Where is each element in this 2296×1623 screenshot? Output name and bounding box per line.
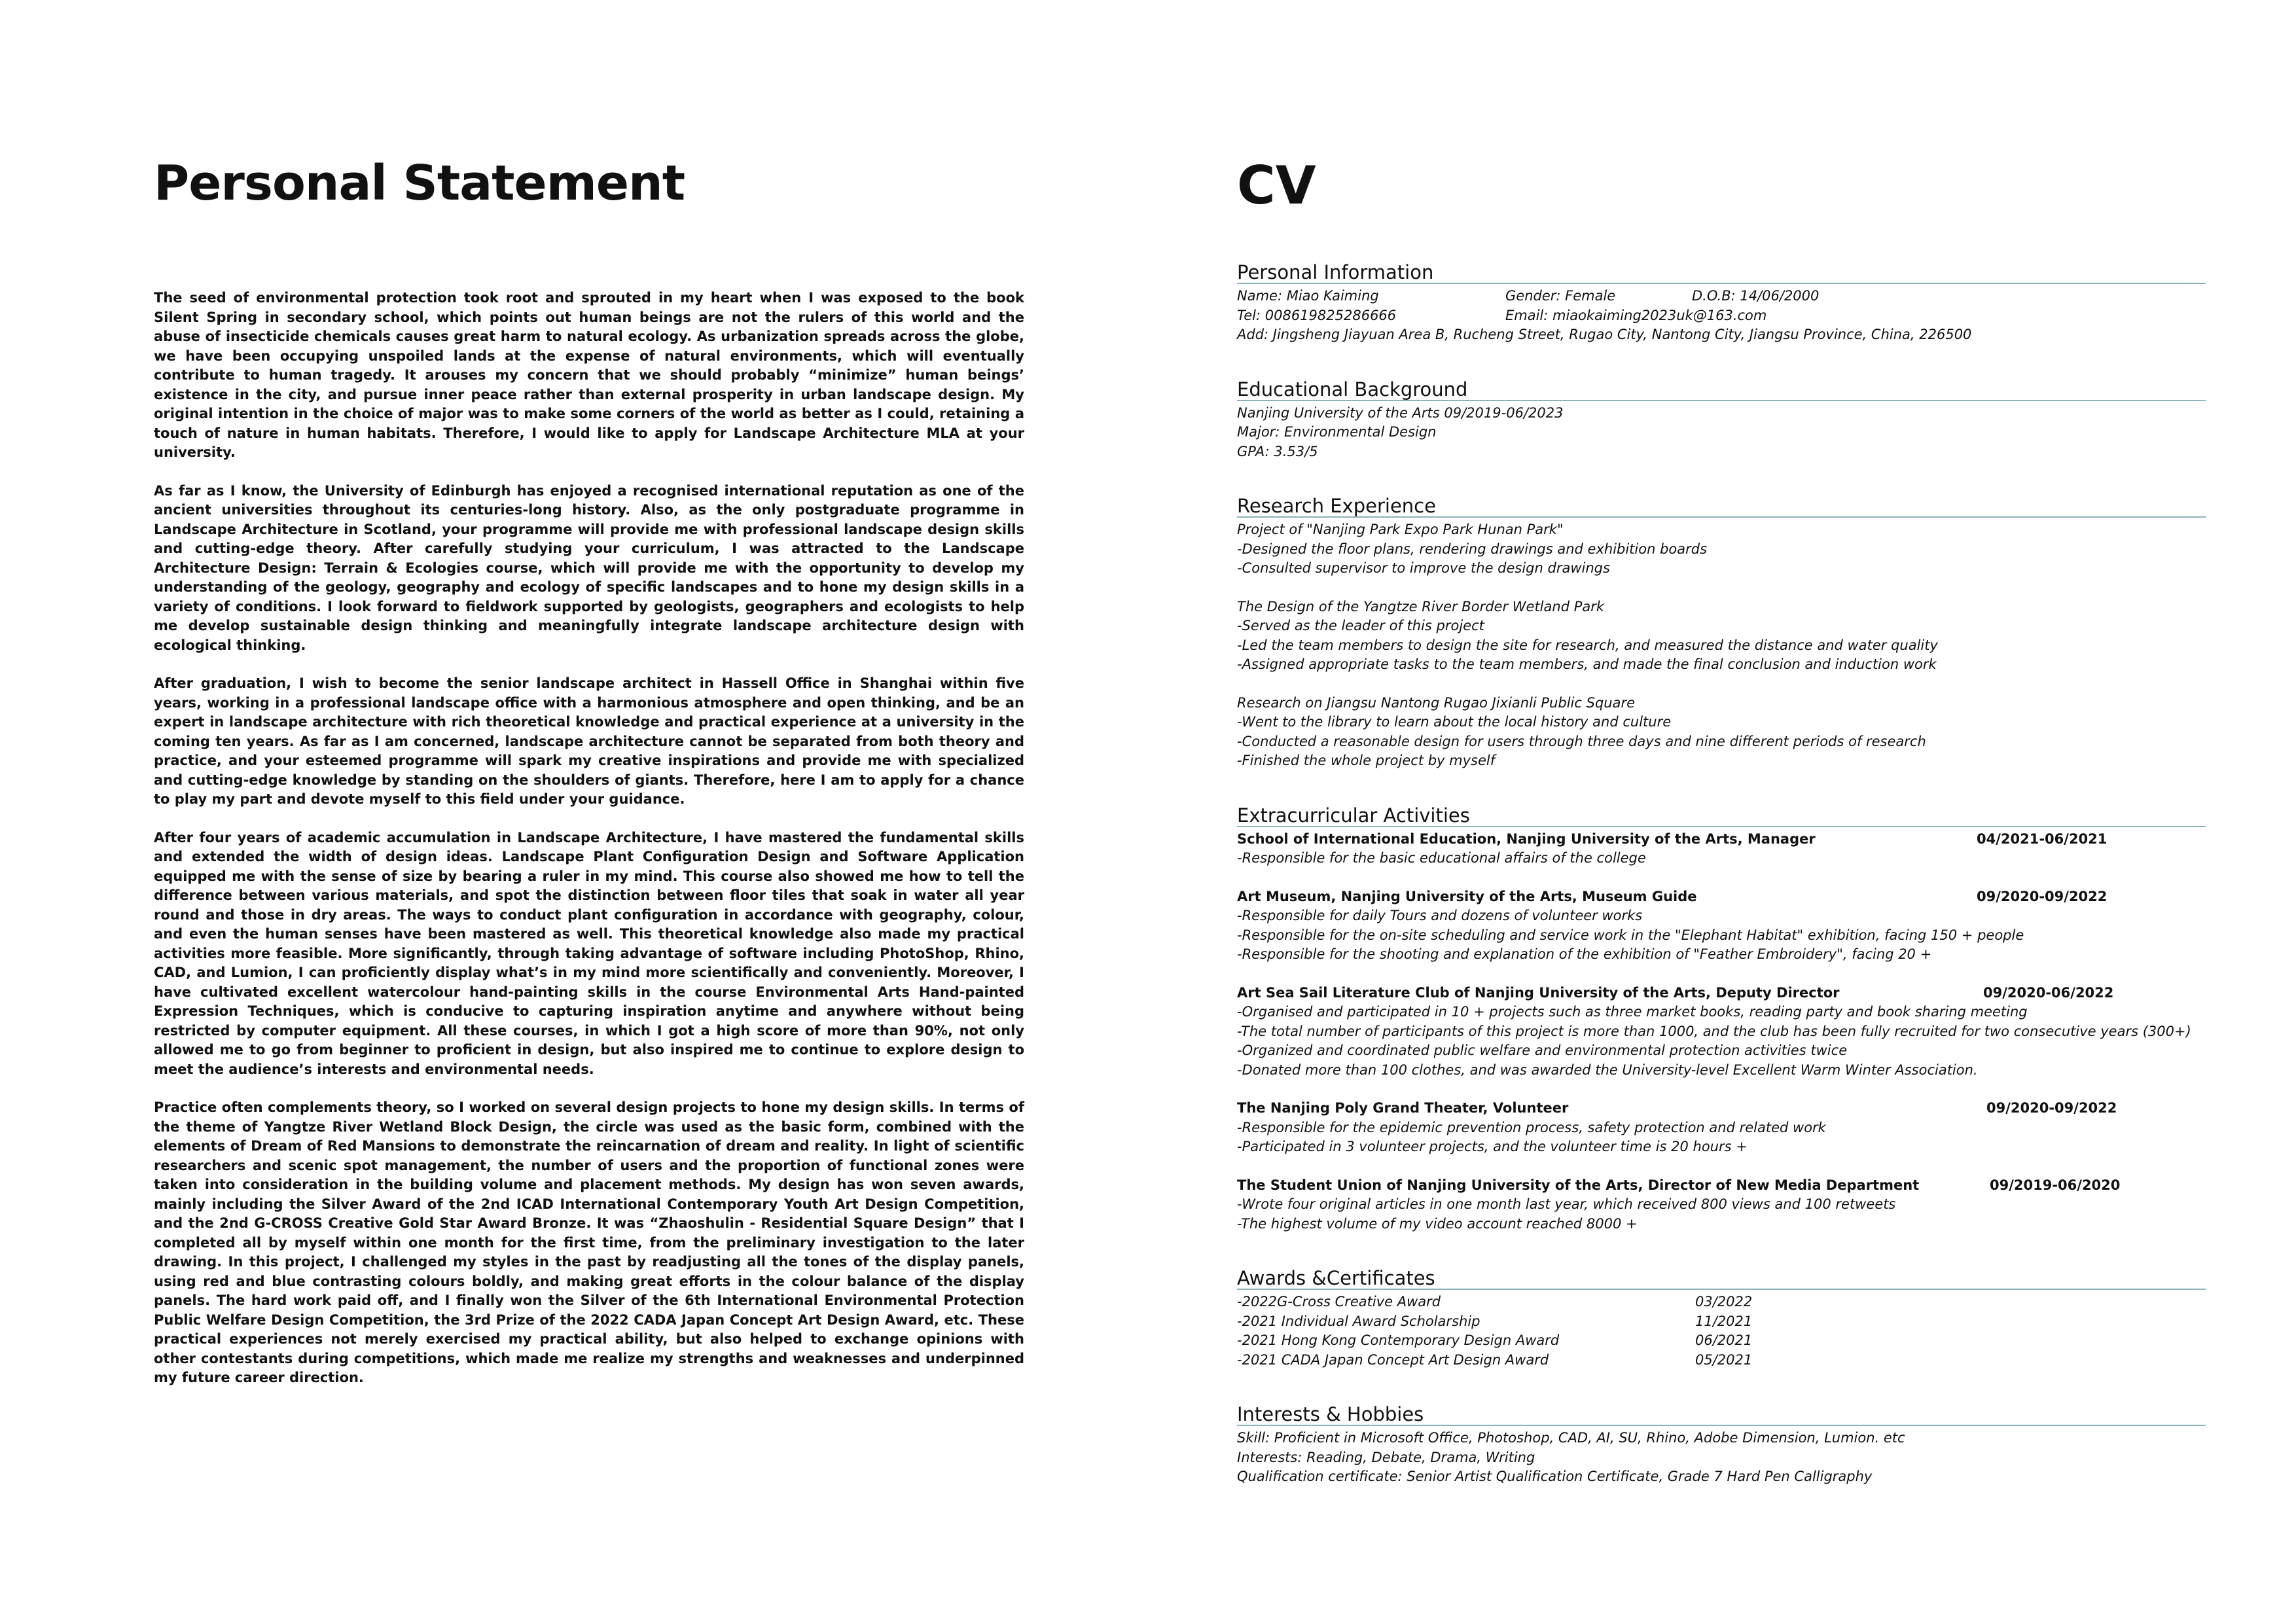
award-date: 03/2022 [1695, 1294, 1753, 1310]
activity-date: 09/2020-09/2022 [1977, 888, 2108, 904]
activity-header [1237, 1099, 2206, 1118]
info-row [1237, 287, 2206, 306]
activity-date: 09/2020-09/2022 [1986, 1100, 2117, 1116]
activity-date: 09/2020-06/2022 [1983, 984, 2114, 1001]
award-date: 11/2021 [1695, 1313, 1753, 1329]
education-line: Major: Environmental Design [1237, 424, 1437, 440]
activity-line: -Participated in 3 volunteer projects, and the volunteer time is 20 hours + [1237, 1139, 1748, 1154]
award-name: -2021 Individual Award Scholarship [1237, 1313, 1480, 1329]
education-section [1237, 379, 2206, 462]
activity-entry [1237, 1099, 2206, 1157]
activity-line: -Organised and participated in 10 + projects such as three market books, reading party and book sharing meeting [1237, 1004, 2028, 1020]
personal-statement-page [154, 157, 1024, 1407]
research-line: -Led the team members to design the site for research, and measured the distance and water quality [1237, 637, 1938, 653]
activity-entry [1237, 887, 2206, 965]
research-line: -Consulted supervisor to improve the design drawings [1237, 560, 1610, 576]
education-line: GPA: 3.53/5 [1237, 443, 1318, 459]
activity-line: -The highest volume of my video account reached 8000 + [1237, 1215, 1638, 1232]
personal-statement-title: Personal Statement [154, 155, 685, 211]
research-line: The Design of the Yangtze River Border Wetland Park [1237, 598, 1605, 615]
activity-entry [1237, 1176, 2206, 1234]
activity-header [1237, 1176, 2206, 1196]
section-heading: Personal Information [1237, 262, 2206, 284]
info-row [1237, 306, 2206, 326]
education-line: Nanjing University of the Arts 09/2019-06/2023 [1237, 404, 1564, 421]
statement-paragraph-5: Practice often complements theory, so I worked on several design projects to hone my design skills. In terms of the theme of Yangtze River Wetland Block Design, the circle was used as the basic form, combined with the elements of Dream of Red Mansions to demonstrate the reincarnation of dream and reality. In light of scientific researchers and scenic spot management, the number of users and the proportion of functional zones were taken into consideration in the building volume and placement methods. My design has won seven awards, mainly including the Silver Award of the 2nd ICAD International Contemporary Youth Art Design Competition, and the 2nd G-CROSS Creative Gold Star Award Bronze. It was “Zhaoshulin - Residential Square Design” that I completed all by myself within one month for the first time, from the preliminary investigation to the later drawing. In this project, I challenged my styles in the past by readjusting all the tones of the display panels, using red and blue contrasting colours boldly, and making great efforts in the colour balance of the display panels. The hard work paid off, and I finally won the Silver of the 6th International Environmental Protection Public Welfare Design Competition, the 3rd Prize of the 2022 CADA Japan Concept Art Design Award, etc. These practical experiences not merely exercised my practical ability, but also helped to exchange opinions with other contestants during competitions, which made me realize my strengths and weaknesses and underpinned my future career direction. [154, 1099, 1024, 1386]
activity-header [1237, 830, 2206, 849]
activity-entry [1237, 984, 2206, 1080]
activity-line: -Responsible for the basic educational affairs of the college [1237, 850, 1646, 866]
award-row [1237, 1312, 2206, 1332]
activity-org: Art Museum, Nanjing University of the Arts, Museum Guide [1237, 888, 1697, 904]
research-line: Research on Jiangsu Nantong Rugao Jixianli Public Square [1237, 694, 1636, 711]
research-section [1237, 495, 2206, 771]
research-line: -Served as the leader of this project [1237, 618, 1484, 633]
research-project [1237, 520, 2206, 579]
activity-line: -Organized and coordinated public welfare and environmental protection activities twice [1237, 1043, 1848, 1058]
statement-paragraph-4: After four years of academic accumulation in Landscape Architecture, I have mastered the fundamental skills and extended the width of design ideas. Landscape Plant Configuration Design and Software Application equipped me with the sense of size by bearing a ruler in my mind. This course also showed me how to tell the difference between various materials, and spot the distinction between floor tiles that soak in water all year round and those in dry areas. The ways to conduct plant configuration in accordance with geography, colour, and even the human senses have been mastered as well. This theoretical knowledge also made my practical activities more feasible. More significantly, through taking advantage of software including PhotoShop, Rhino, CAD, and Lumion, I can proficiently display what’s in my mind more scientifically and conveniently. Moreover, I have cultivated excellent watercolour hand-painting skills in the course Environmental Arts Hand-painted Expression Techniques, which is conducive to capturing inspiration anytime and anywhere without being restricted by computer equipment. All these courses, in which I got a high score of more than 90%, not only allowed me to go from beginner to proficient in design, but also inspired me to continue to explore design to meet the audience’s interests and environmental needs. [154, 829, 1024, 1077]
award-name: -2021 Hong Kong Contemporary Design Award [1237, 1332, 1560, 1348]
activity-date: 04/2021-06/2021 [1977, 830, 2108, 847]
activity-org: Art Sea Sail Literature Club of Nanjing University of the Arts, Deputy Director [1237, 984, 1840, 1001]
gender-field: Gender: Female [1505, 288, 1616, 304]
activity-line: -Responsible for the shooting and explanation of the exhibition of "Feather Embroidery", facing 20 + [1237, 946, 1932, 962]
tel-field: Tel: 008619825286666 [1237, 307, 1397, 323]
address-field: Add: Jingsheng Jiayuan Area B, Rucheng Street, Rugao City, Nantong City, Jiangsu Province, China, 226500 [1237, 327, 1972, 342]
research-line: -Went to the library to learn about the local history and culture [1237, 714, 1672, 730]
cv-title: CV [1237, 155, 1316, 216]
statement-paragraph-2: As far as I know, the University of Edinburgh has enjoyed a recognised international reputation as one of the ancient universities throughout its centuries-long history. Also, as the only postgraduate programme in Landscape Architecture in Scotland, your programme will provide me with professional landscape design skills and cutting-edge theory. After carefully studying your curriculum, I was attracted to the Landscape Architecture Design: Terrain & Ecologies course, which will provide me with the opportunity to develop my understanding of the geology, geography and ecology of specific landscapes and to hone my design skills in a variety of conditions. I look forward to fieldwork supported by geologists, geographers and ecologists to help me develop sustainable design thinking and meaningfully integrate landscape architecture design with ecological thinking. [154, 482, 1024, 653]
award-row [1237, 1331, 2206, 1351]
activity-org: The Student Union of Nanjing University of the Arts, Director of New Media Department [1237, 1177, 1920, 1193]
award-name: -2022G-Cross Creative Award [1237, 1294, 1441, 1310]
statement-paragraph-3: After graduation, I wish to become the senior landscape architect in Hassell Office in Shanghai within five years, working in a professional landscape office with a harmonious atmosphere and open thinking, and be an expert in landscape architecture with rich theoretical knowledge and practical experience at a university in the coming ten years. As far as I am concerned, landscape architecture cannot be separated from both theory and practice, and your esteemed programme will spark my creative inspirations and provide me with specialized and cutting-edge knowledge by standing on the shoulders of giants. Therefore, here I am to apply for a chance to play my part and devote myself to this field under your guidance. [154, 675, 1024, 808]
name-field: Name: Miao Kaiming [1237, 288, 1379, 304]
section-heading: Awards &Certificates [1237, 1268, 2206, 1290]
activity-entry [1237, 830, 2206, 868]
award-date: 05/2021 [1695, 1351, 1753, 1368]
activity-header [1237, 887, 2206, 907]
dob-field: D.O.B: 14/06/2000 [1692, 288, 1820, 304]
personal-information-section [1237, 262, 2206, 345]
interests-section [1237, 1404, 2206, 1487]
cv-page [1237, 157, 2206, 1521]
research-project [1237, 694, 2206, 771]
awards-section [1237, 1268, 2206, 1370]
activity-header [1237, 984, 2206, 1003]
activity-line: -Responsible for the on-site scheduling and service work in the "Elephant Habitat" exhibition, facing 150 + people [1237, 927, 2024, 943]
activity-org: School of International Education, Nanjing University of the Arts, Manager [1237, 830, 1816, 847]
activity-line: -Responsible for daily Tours and dozens of volunteer works [1237, 908, 1643, 923]
research-line: Project of "Nanjing Park Expo Park Hunan Park" [1237, 522, 1564, 537]
activity-line: -The total number of participants of this project is more than 1000, and the club has been fully recruited for two consecutive years (300+) [1237, 1023, 2191, 1039]
award-date: 06/2021 [1695, 1332, 1753, 1348]
activities-section [1237, 805, 2206, 1234]
interest-line: Interests: Reading, Debate, Drama, Writing [1237, 1449, 1535, 1465]
activity-line: -Wrote four original articles in one month last year, which received 800 views and 100 retweets [1237, 1196, 1896, 1212]
statement-paragraph-1: The seed of environmental protection took root and sprouted in my heart when I was exposed to the book Silent Spring in secondary school, which points out human beings are not the rulers of this world and the abuse of insecticide chemicals causes great harm to natural ecology. As urbanization spreads across the globe, we have been occupying unspoiled lands at the expense of natural environments, which will eventually contribute to human tragedy. It arouses my concern that we should probably “minimize” human beings’ existence in the city, and pursue inner peace rather than external prosperity in urban landscape design. My original intention in the choice of major was to make some corners of the world as better as I could, retaining a touch of nature in human habitats. Therefore, I would like to apply for Landscape Architecture MLA at your university. [154, 290, 1024, 461]
interest-line: Qualification certificate: Senior Artist Qualification Certificate, Grade 7 Hard Pen Calligraphy [1237, 1469, 1873, 1484]
research-line: -Assigned appropriate tasks to the team members, and made the final conclusion and induction work [1237, 656, 1937, 672]
email-field: Email: miaokaiming2023uk@163.com [1505, 307, 1767, 323]
research-line: -Finished the whole project by myself [1237, 753, 1496, 768]
research-line: -Conducted a reasonable design for users through three days and nine different periods of research [1237, 733, 1926, 749]
award-row [1237, 1293, 2206, 1312]
research-line: -Designed the floor plans, rendering drawings and exhibition boards [1237, 541, 1708, 557]
activity-date: 09/2019-06/2020 [1990, 1177, 2121, 1193]
section-heading: Interests & Hobbies [1237, 1404, 2206, 1426]
activity-line: -Responsible for the epidemic prevention process, safety protection and related work [1237, 1119, 1826, 1135]
interest-line: Skill: Proficient in Microsoft Office, Photoshop, CAD, AI, SU, Rhino, Adobe Dimension, Lumion. etc [1237, 1430, 1905, 1446]
research-project [1237, 597, 2206, 675]
section-heading: Extracurricular Activities [1237, 805, 2206, 827]
activity-line: -Donated more than 100 clothes, and was awarded the University-level Excellent Warm Winter Association. [1237, 1061, 1978, 1078]
award-row [1237, 1351, 2206, 1370]
activity-org: The Nanjing Poly Grand Theater, Volunteer [1237, 1100, 1569, 1116]
award-name: -2021 CADA Japan Concept Art Design Award [1237, 1351, 1549, 1368]
section-heading: Educational Background [1237, 379, 2206, 401]
section-heading: Research Experience [1237, 495, 2206, 518]
